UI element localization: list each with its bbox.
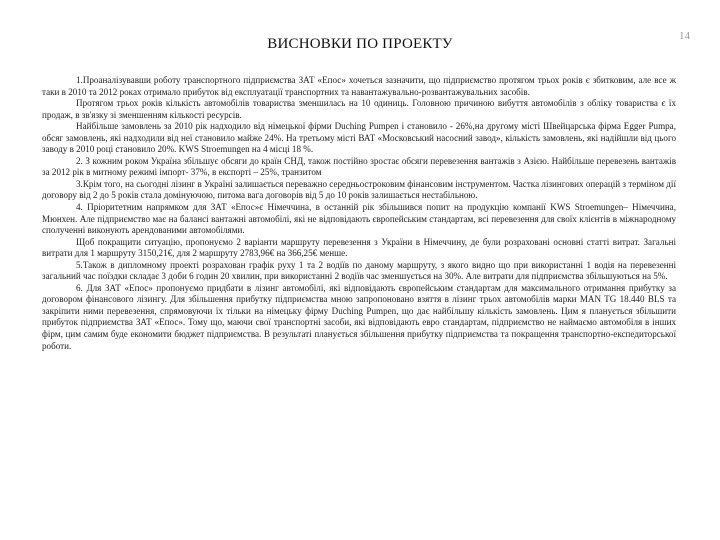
page-title: ВИСНОВКИ ПО ПРОЕКТУ — [267, 36, 453, 52]
paragraph-6-leasing-proposal: 6. Для ЗАТ «Епос» пропонуємо придбати в лізинг автомобілі, які відповідають європейським стандартам для максимального отримання прибутку за договором фінансового лізингу. Для збільшення прибутку підприємства мною запропоновано взяття в лізинг трьох автомобілів марки MAN TG 18.440 BLS та закріпити ними перевезення, спрямовуючи їх тільки на німецьку фірму Duching Pumpen, що дає найбільшу кількість замовлень. Цим я планується збільшити прибуток підприємства ЗАТ «Епос». Тому що, маючи свої транспортні засоби, які відповідають евро стандартам, підприємство не наймаємо автомобіля в інших фірм, цим самим буде економити бюджет підприємства. В результаті планується збільшення прибутку підприємства та покращення транспортно-експедиторської роботи. — [42, 282, 676, 351]
document-body — [42, 75, 676, 352]
paragraph-orders: Найбільше замовлень за 2010 рік надходило від німецької фірми Duching Pumpen і становило - 26%,на другому місті Швейцарська фірма Egger Pumpa, обсяг замовлень, які надходили від неї становило майже 24%. На третьому місті ВАТ «Московський насосний завод», кількість замовлень, які надійшли від цього заводу в 2010 році становило 20%. KWS Stroemungen на 4 місці 18 %. — [42, 121, 676, 155]
paragraph-2-cis-volumes: 2. З кожним роком Україна збільшує обсяги до країн СНД, також постійно зростає обсяги перевезення вантажів з Азією. Найбільше перевезень вантажів за 2012 рік в митному режимі імпорт- 37%, в експорті – 25%, транзитом — [42, 155, 676, 178]
page-number: 14 — [679, 30, 690, 42]
paragraph-3-leasing: 3.Крім того, на сьогодні лізинг в Україні залишається переважно середньостроковим фінансовим інструментом. Частка лізингових операцій з терміном дії договору від 2 до 5 років стала домінуючою, питома вага договорів від 5 до 10 років залишається нестабільною. — [42, 178, 676, 201]
paragraph-5-drivers: 5.Також в дипломному проекті розрахован графік руху 1 та 2 водіїв по даному маршруту, з якого видно що при використанні 1 водія на перевезенні загальний час поїздки складає 3 доби 6 годин 20 хвилин, при використанні 2 водіїв час зменшується на 30%. Але витрати для підприємства збільшуються на 5%. — [42, 259, 676, 282]
paragraph-4-germany: 4. Пріоритетним напрямком для ЗАТ «Епос»є Німеччина, в останній рік збільшився попит на продукцію компанії KWS Stroemungen– Німеччина, Мюнхен. Але підприємство має на балансі вантажні автомобілі, які не відповідають європейським стандартам, всі перевезення для своїх клієнтів в міжнародному сполученні виконують арендованими автомобілями. — [42, 202, 676, 236]
paragraph-1-summary: 1.Проаналізувавши роботу транспортного підприємства ЗАТ «Епос» хочеться зазначити, що підприємство протягом трьох років є збитковим, але все ж таки в 2010 та 2012 роках отримало прибуток від експлуатації транспортних та навантажувально-розвантажувальних засобів. — [42, 75, 676, 97]
paragraph-routes-costs: Щоб покращити ситуацію, пропонуємо 2 варіанти маршруту перевезення з України в Німеччину, де були розраховані основні статті витрат. Загальні витрати для 1 маршруту 3150,21€, для 2 маршруту 2783,96€ на 366,25€ менше. — [42, 236, 676, 259]
paragraph-vehicles: Протягом трьох років кількість автомобілів товариства зменшилась на 10 одиниць. Головною причиною вибуття автомобілів з обліку товариства є їх продаж, в зв'язку зі зменшенням кількості ресурсів. — [42, 98, 676, 120]
